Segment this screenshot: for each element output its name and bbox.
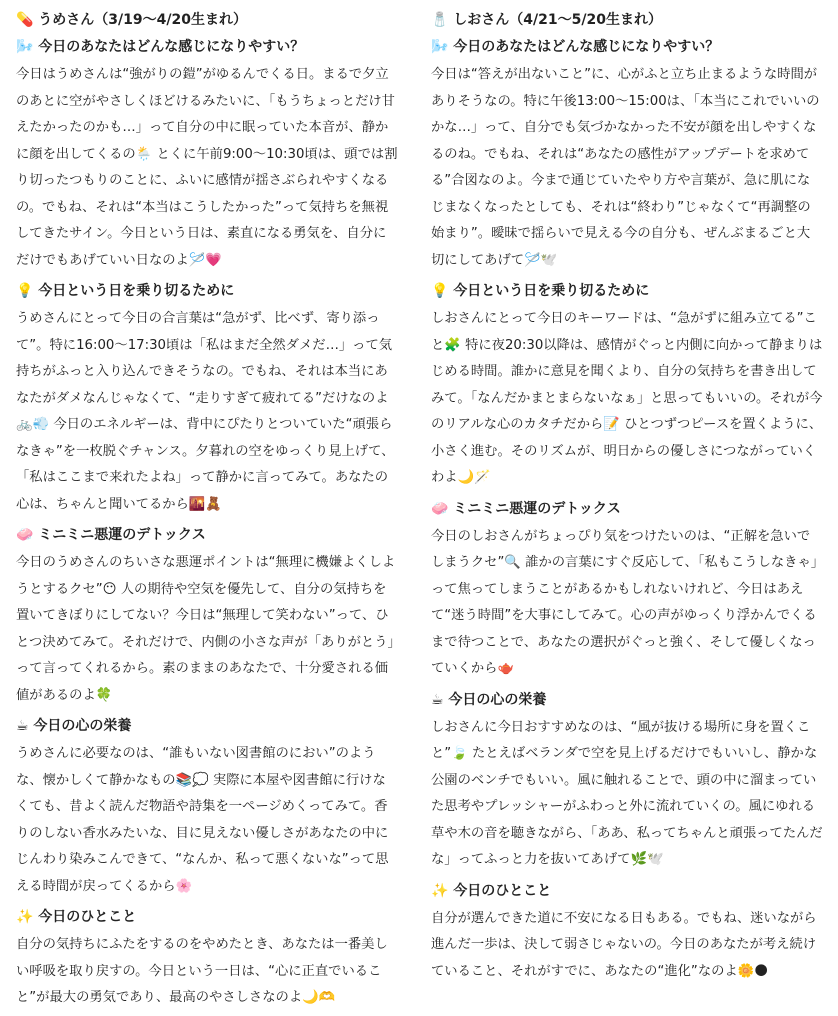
ume-detox-heading: 🧼 ミニミニ悪運のデトックス [16, 527, 206, 543]
shio-nourish-heading: ☕ 今日の心の栄養 [431, 691, 547, 708]
ume-column [16, 6, 398, 1016]
shio-word-heading: ✨ 今日のひとこと [431, 882, 552, 899]
ume-title: 💊 うめさん（3/19〜4/20生まれ） [16, 12, 247, 28]
ume-mood-heading: 🌬️ 今日のあなたはどんな感じになりやすい？ [16, 39, 305, 55]
shio-mood-text: 今日は“答えが出ないこと”に、心がふと立ち止まるような時間がありそうなの。特に午後13:00〜15:00は、「本当にこれでいいのかな…」って、自分でも気づかなかった不安が顔を出しやすくなるのね。でもね、それは“あなたの感性がアップデートを求めてる”合図なのよ。今まで通じていたやり方や言葉が、急に肌になじまなくなったとしても、それは“終わり”じゃなくて“再調整の始まり”。曖昧で揺らいで見える今の自分も、ぜんぶまるごと大切にしてあげて🪡🕊️ [431, 67, 820, 268]
shio-word-text: 自分が選んできた道に不安になる日もある。でもね、迷いながら進んだ一歩は、決して弱さじゃないの。今日のあなたが考え続けていること、それがすでに、あなたの“進化”なのよ🌼🌑 [431, 910, 817, 979]
ume-mood-text: 今日はうめさんは“強がりの鎧”がゆるんでくる日。まるで夕立のあとに空がやさしくほどけるみたいに、「もうちょっとだけ甘えたかったのかも…」って自分の中に眠っていた本音が、静かに顔を出してくるの🌦️ とくに午前9:00〜10:30頃は、頭では割り切ったつもりのことに、ふいに感情が揺さぶられやすくなるの。でもね、それは“本当はこうしたかった”って気持ちを無視してきたサイン。今日という日は、素直になる勇気を、自分にだけでもあげていい日なのよ🪡💗 [16, 67, 398, 268]
shio-tips-heading: 💡 今日という日を乗り切るために [431, 283, 650, 299]
shio-nourish-text: しおさんに今日おすすめなのは、“風が抜ける場所に身を置くこと”🍃 たとえばベランダで空を見上げるだけでもいいし、静かな公園のベンチでもいい。風に触れることで、頭の中に溜まっていた思考やプレッシャーがふわっと外に流れていくの。風にゆれる草や木の音を聴きながら、「ああ、私ってちゃんと頑張ってたんだな」ってふっと力を抜いてあげて🌿🕊️ [431, 719, 823, 867]
ume-nourish-text: うめさんに必要なのは、“誰もいない図書館のにおい”のような、懐かしくて静かなもの📚💭 実際に本屋や図書館に行けなくても、昔よく読んだ物語や詩集を一ページめくってみて。香りのしない香水みたいな、目に見えない優しさがあなたの中にじんわり染みこんできて、“なんか、私って悪くないな”って思える時間が戻ってくるから🌸 [16, 746, 389, 894]
ume-word-text: 自分の気持ちにふたをするのをやめたとき、あなたは一番美しい呼吸を取り戻すの。今日という一日は、“心に正直でいること”が最大の勇気であり、最高のやさしさなのよ🌙🫶 [16, 937, 388, 1005]
ume-nourish-heading: ☕ 今日の心の栄養 [16, 718, 132, 734]
ume-tips-text: うめさんにとって今日の合言葉は“急がず、比べず、寄り添って”。特に16:00〜17:30頃は「私はまだ全然ダメだ…」って気持ちがふっと入り込んできそうなの。でもね、それは本当にあなたがダメなんじゃなくて、“走りすぎて疲れてる”だけなのよ🚲💨 今日のエネルギーは、背中にぴたりとついていた“頑張らなきゃ”を一枚脱ぐチャンス。夕暮れの空をゆっくり見上げて、「私はここまで来れたよね」って静かに言ってみて。あなたの心は、ちゃんと聞いてるから🌇🧸 [16, 311, 395, 512]
ume-detox-text: 今日のうめさんのちいさな悪運ポイントは“無理に機嫌よくしようとするクセ”😶 人の期待や空気を優先して、自分の気持ちを置いてきぼりにしてない？今日は“無理して笑わない”って、ひとつ決めてみて。それだけで、内側の小さな声が「ありがとう」って言ってくれるから。素のままのあなたで、十分愛される価値があるのよ🍀 [16, 555, 396, 703]
ume-tips-heading: 💡 今日という日を乗り切るために [16, 283, 235, 299]
shio-detox-heading: 🧼 ミニミニ悪運のデトックス [431, 500, 621, 517]
shio-detox-text: 今日のしおさんがちょっぴり気をつけたいのは、“正解を急いでしまうクセ”🔍 誰かの言葉にすぐ反応して、「私もこうしなきゃ」って焦ってしまうことがあるかもしれないけれど、今日はあえて“迷う時間”を大事にしてみて。心の声がゆっくり浮かんでくるまで待つことで、あなたの選択がぐっと強く、そして優しくなっていくから🫖 [431, 528, 818, 676]
shio-title: 🧂 しおさん（4/21〜5/20生まれ） [431, 12, 662, 28]
ume-word-heading: ✨ 今日のひとこと [16, 909, 137, 925]
shio-tips-text: しおさんにとって今日のキーワードは、“急がずに組み立てる”こと🧩 特に夜20:30以降は、感情がぐっと内側に向かって静まりはじめる時間。誰かに意見を聞くより、自分の気持ちを書き出してみて。「なんだかまとまらないなぁ」と思ってもいいの。それが今のリアルな心のカタチだから📝 ひとつずつピースを置くように、小さく進む。そのリズムが、明日からの優しさにつながっていくわよ🌙🪄 [431, 311, 823, 485]
shio-column [431, 6, 823, 989]
shio-mood-heading: 🌬️ 今日のあなたはどんな感じになりやすい？ [431, 39, 720, 55]
